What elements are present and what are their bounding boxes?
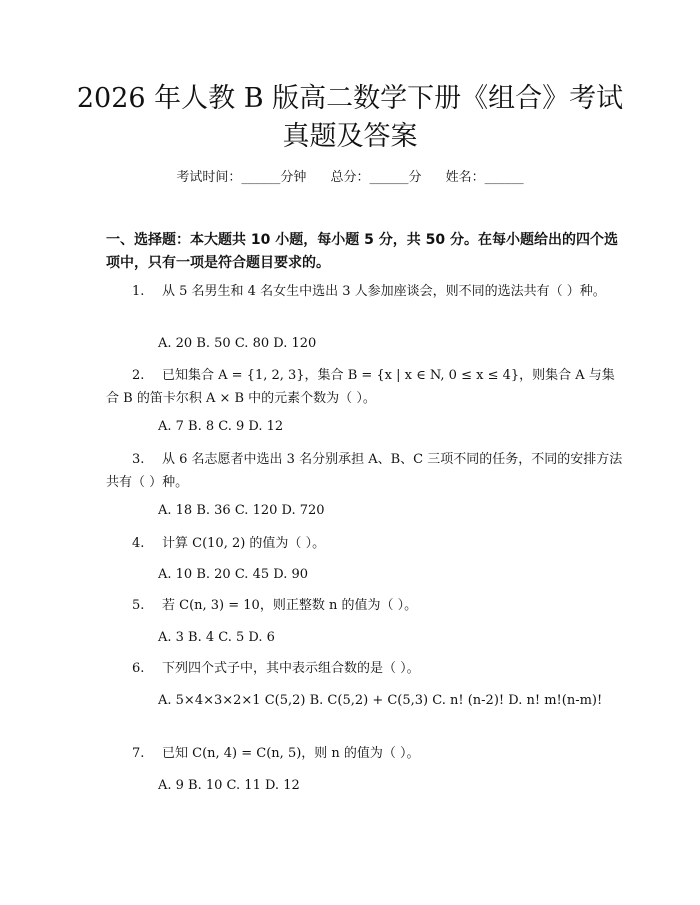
exam-name: 姓名：______ <box>445 170 524 185</box>
question-1-options: A. 20 B. 50 C. 80 D. 120 <box>158 336 317 351</box>
question-number: 3. <box>132 452 145 467</box>
question-3-options: A. 18 B. 36 C. 120 D. 720 <box>158 503 325 518</box>
question-2 <box>106 364 626 410</box>
question-6-options: A. 5×4×3×2×1 C(5,2) B. C(5,2) + C(5,3) C. n! (n-2)! D. n! m!(n-m)! <box>158 693 603 708</box>
page-title <box>0 80 700 156</box>
exam-time: 考试时间：______分钟 <box>176 170 307 185</box>
question-2-options: A. 7 B. 8 C. 9 D. 12 <box>158 419 284 434</box>
question-3 <box>106 448 626 494</box>
question-stem: 已知集合 A = {1, 2, 3}，集合 B = {x | x ∈ N, 0 ≤ x ≤ 4}，则集合 A 与集合 B 的笛卡尔积 A × B 中的元素个数为（ ）。 <box>106 368 615 406</box>
question-number: 6. <box>132 661 145 676</box>
question-stem: 已知 C(n, 4) = C(n, 5)，则 n 的值为（ ）。 <box>162 746 420 761</box>
exam-info <box>0 168 700 188</box>
question-7 <box>106 742 626 765</box>
exam-score: 总分：______分 <box>330 170 422 185</box>
question-number: 4. <box>132 536 145 551</box>
question-1 <box>106 280 626 303</box>
question-stem: 下列四个式子中，其中表示组合数的是（ ）。 <box>162 661 420 676</box>
question-stem: 从 5 名男生和 4 名女生中选出 3 人参加座谈会，则不同的选法共有（ ）种。 <box>162 284 606 299</box>
question-number: 2. <box>132 368 145 383</box>
title-line-2: 真题及答案 <box>282 121 418 152</box>
section-header: 一、选择题：本大题共 10 小题，每小题 5 分，共 50 分。在每小题给出的四个选项中，只有一项是符合题目要求的。 <box>106 232 618 271</box>
question-4 <box>106 532 626 555</box>
question-number: 5. <box>132 598 145 613</box>
title-line-1: 2026 年人教 B 版高二数学下册《组合》考试 <box>76 83 624 114</box>
question-stem: 从 6 名志愿者中选出 3 名分别承担 A、B、C 三项不同的任务，不同的安排方法共有（ ）种。 <box>106 452 623 490</box>
question-number: 1. <box>132 284 145 299</box>
question-4-options: A. 10 B. 20 C. 45 D. 90 <box>158 567 309 582</box>
question-6 <box>106 657 626 680</box>
question-number: 7. <box>132 746 145 761</box>
question-stem: 若 C(n, 3) = 10，则正整数 n 的值为（ ）。 <box>162 598 418 613</box>
question-5-options: A. 3 B. 4 C. 5 D. 6 <box>158 630 275 645</box>
question-7-options: A. 9 B. 10 C. 11 D. 12 <box>158 778 300 793</box>
question-stem: 计算 C(10, 2) 的值为（ ）。 <box>162 536 326 551</box>
question-5 <box>106 594 626 617</box>
